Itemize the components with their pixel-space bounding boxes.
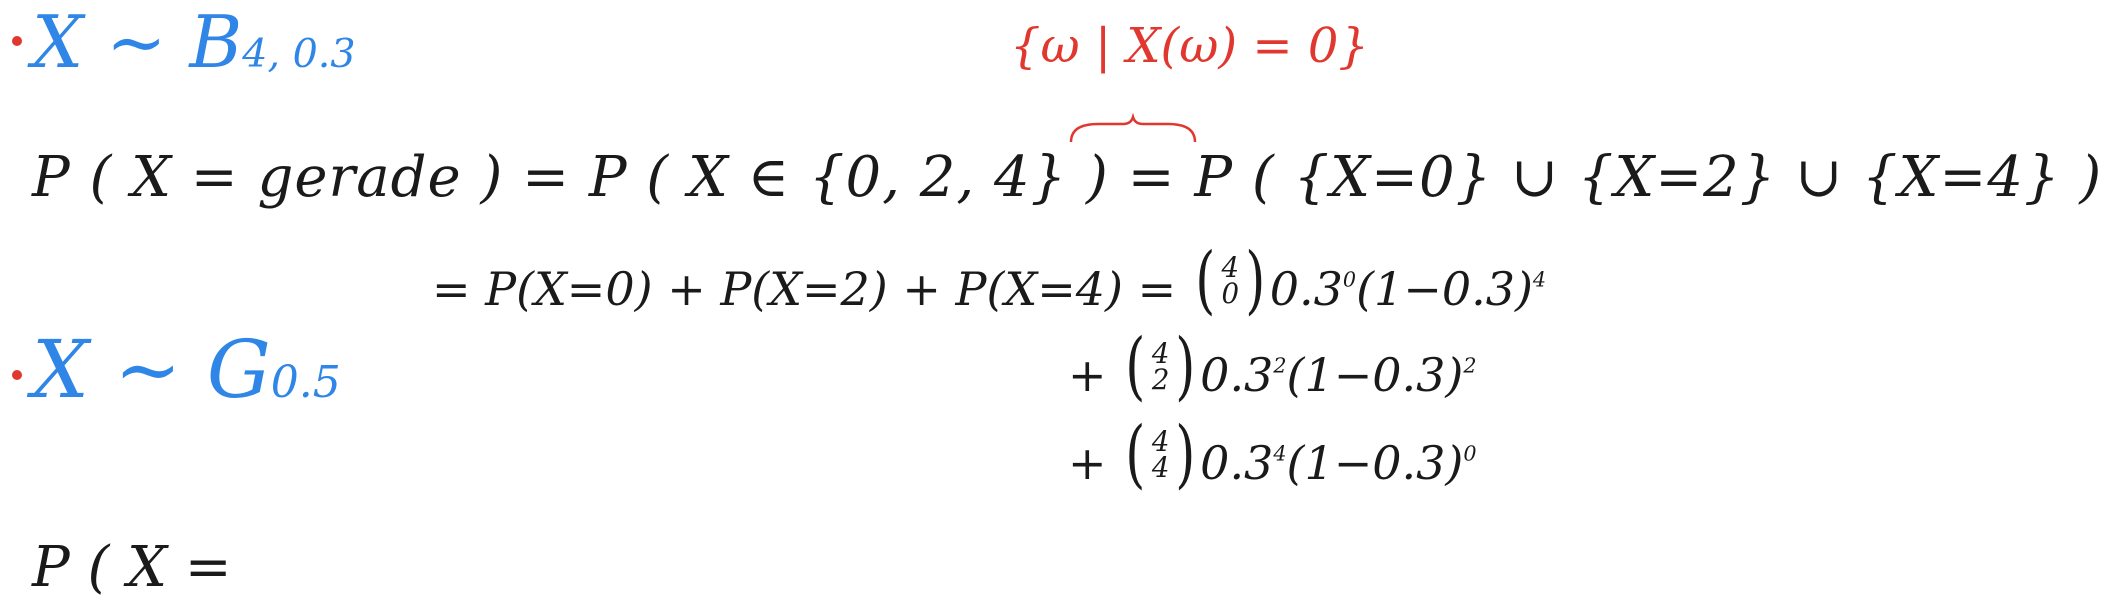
geometric-symbol: X ∼ G [32, 323, 271, 416]
bullet-dot-1 [12, 36, 22, 46]
binomial-params: 4, 0.3 [242, 31, 356, 77]
line4-plus: + [1068, 436, 1107, 490]
binom2-n: 4 [1151, 336, 1170, 370]
binom1-n: 4 [1221, 250, 1240, 284]
term2-exp1: 2 [1273, 353, 1287, 378]
geometric-distribution-label [32, 323, 341, 416]
binom1-k: 0 [1221, 276, 1240, 310]
binom3-n: 4 [1151, 424, 1170, 458]
equation-line-3 [1068, 324, 1477, 409]
binom3-k: 4 [1151, 450, 1170, 484]
term2-rest: (1−0.3) [1286, 348, 1464, 402]
binomial-coefficient-1: ( 4 0 ) [1195, 238, 1266, 323]
binomial-distribution-label [32, 0, 356, 84]
term1-exp1: 0 [1342, 267, 1357, 292]
equation-line-4 [1068, 412, 1477, 497]
line3-plus: + [1068, 348, 1107, 402]
bullet-dot-2 [12, 370, 22, 380]
term3-factor: 0.3 [1200, 436, 1274, 490]
geometric-param: 0.5 [270, 357, 341, 408]
term1-exp2: 4 [1532, 267, 1547, 292]
equation-line-2 [432, 238, 1547, 323]
term3-rest: (1−0.3) [1286, 436, 1464, 490]
binomial-coefficient-3: ( 4 4 ) [1125, 412, 1196, 497]
term2-factor: 0.3 [1200, 348, 1274, 402]
binomial-symbol: X ∼ B [32, 0, 243, 84]
term2-exp2: 2 [1463, 353, 1477, 378]
binom2-k: 2 [1151, 362, 1170, 396]
equation-line-2-lhs: = P(X=0) + P(X=2) + P(X=4) = [432, 262, 1177, 316]
term3-exp1: 4 [1273, 441, 1287, 466]
equation-line-1: P ( X = gerade ) = P ( X ∈ {0, 2, 4} ) = P ( {X=0} ∪ {X=2} ∪ {X=4} ) [32, 145, 2102, 210]
term1-factor: 0.3 [1269, 262, 1343, 316]
brace-annotation-mark [1068, 116, 1198, 146]
term1-rest: (1−0.3) [1356, 262, 1533, 316]
set-annotation: {ω | X(ω) = 0} [1010, 18, 1369, 74]
term3-exp2: 0 [1463, 441, 1477, 466]
equation-line-5: P ( X = [32, 535, 232, 600]
binomial-coefficient-2: ( 4 2 ) [1125, 324, 1196, 409]
